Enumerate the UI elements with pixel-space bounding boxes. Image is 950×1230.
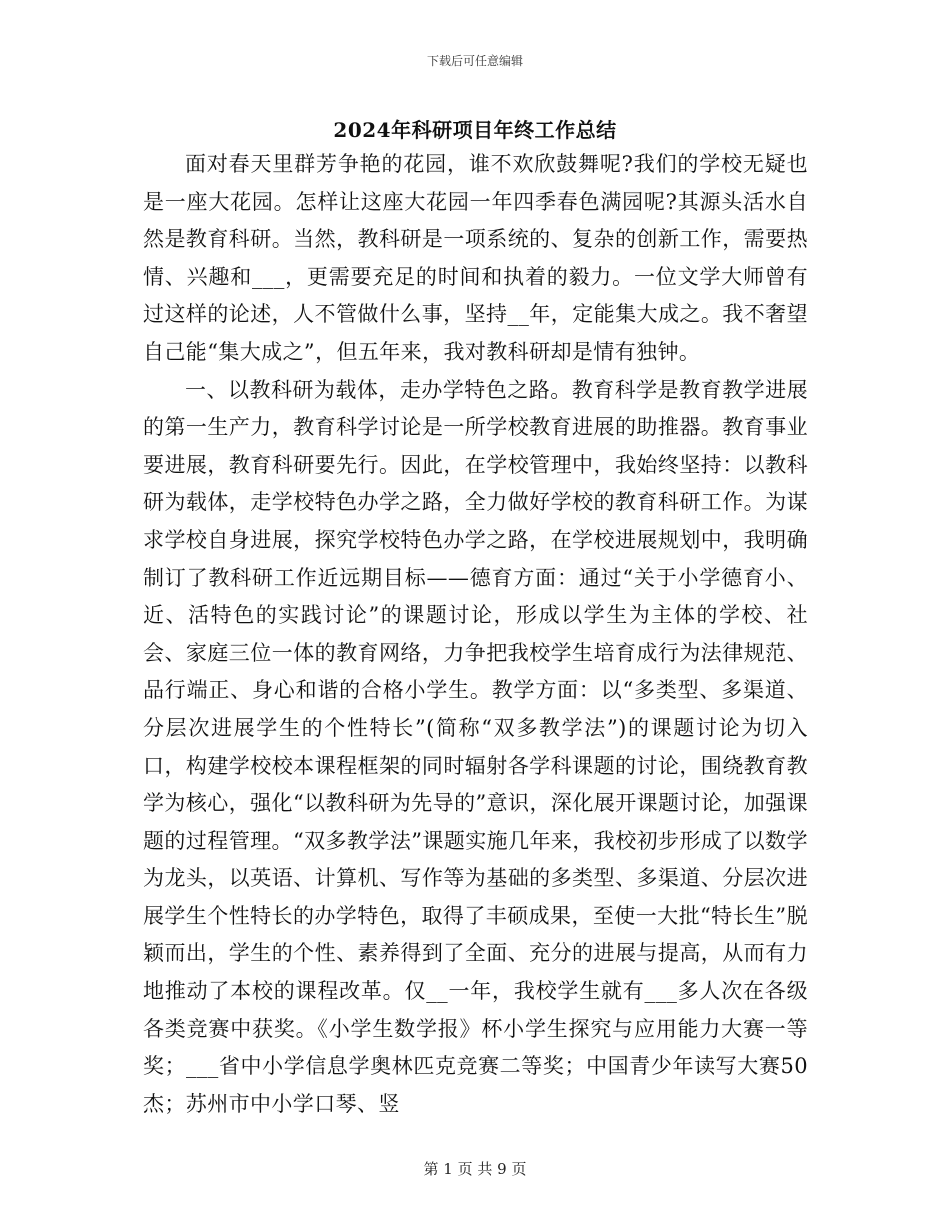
page-number: 第 1 页 共 9 页 [423, 1160, 527, 1178]
paragraph-intro: 面对春天里群芳争艳的花园，谁不欢欣鼓舞呢?我们的学校无疑也是一座大花园。怎样让这座大花园一年四季春色满园呢?其源头活水自然是教育科研。当然，教科研是一项系统的、复杂的创新工作，需要热情、兴趣和___，更需要充足的时间和执着的毅力。一位文学大师曾有过这样的论述，人不管做什么事，坚持__年，定能集大成之。我不奢望自己能“集大成之”，但五年来，我对教科研却是情有独钟。 [143, 152, 808, 364]
page-header-note: 下载后可任意编辑 [426, 54, 523, 68]
document-title: 2024年科研项目年终工作总结 [333, 118, 617, 142]
document-body [143, 146, 808, 1123]
paragraph-section-one: 一、以教科研为载体，走办学特色之路。教育科学是教育教学进展的第一生产力，教育科学讨论是一所学校教育进展的助推器。教育事业要进展，教育科研要先行。因此，在学校管理中，我始终坚持：以教科研为载体，走学校特色办学之路，全力做好学校的教育科研工作。为谋求学校自身进展，探究学校特色办学之路，在学校进展规划中，我明确制订了教科研工作近远期目标——德育方面：通过“关于小学德育小、近、活特色的实践讨论”的课题讨论，形成以学生为主体的学校、社会、家庭三位一体的教育网络，力争把我校学生培育成行为法律规范、品行端正、身心和谐的合格小学生。教学方面：以“多类型、多渠道、分层次进展学生的个性特长”(简称“双多教学法”)的课题讨论为切入口，构建学校校本课程框架的同时辐射各学科课题的讨论，围绕教育教学为核心，强化“以教科研为先导的”意识，深化展开课题讨论，加强课题的过程管理。“双多教学法”课题实施几年来，我校初步形成了以数学为龙头，以英语、计算机、写作等为基础的多类型、多渠道、分层次进展学生个性特长的办学特色，取得了丰硕成果，至使一大批“特长生”脱颖而出，学生的个性、素养得到了全面、充分的进展与提高，从而有力地推动了本校的课程改革。仅__一年，我校学生就有___多人次在各级各类竞赛中获奖。《小学生数学报》杯小学生探究与应用能力大赛一等奖；___省中小学信息学奥林匹克竞赛二等奖；中国青少年读写大赛50杰；苏州市中小学口琴、竖 [143, 377, 808, 1116]
